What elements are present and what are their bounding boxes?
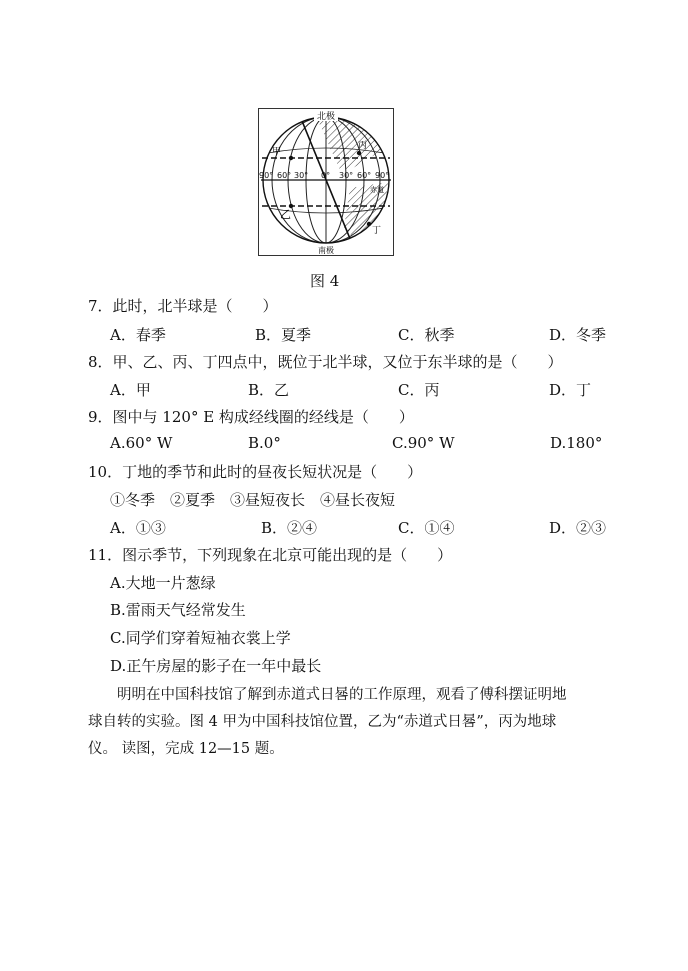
q11-option-b: B.雷雨天气经常发生: [110, 601, 246, 619]
q9-option-b: B.0°: [248, 434, 281, 452]
question-10-stem: 10．丁地的季节和此时的昼夜长短状况是（ ）: [88, 463, 423, 481]
passage: [88, 682, 608, 763]
lon-label: 60°: [277, 171, 292, 180]
passage-line-3: 仪。 读图，完成 12—15 题。: [88, 741, 284, 757]
q10-choices: ①冬季 ②夏季 ③昼短夜长 ④昼长夜短: [110, 491, 396, 509]
q8-option-b: B．乙: [248, 381, 290, 399]
question-7-stem: 7．此时，北半球是（ ）: [88, 297, 278, 315]
q11-option-d: D.正午房屋的影子在一年中最长: [110, 657, 322, 675]
q8-option-d: D．丁: [549, 381, 592, 399]
q8-option-c: C．丙: [398, 381, 440, 399]
q11-option-c: C.同学们穿着短袖衣裳上学: [110, 629, 291, 647]
q7-option-d: D．冬季: [549, 326, 607, 344]
passage-line-1: 明明在中国科技馆了解到赤道式日晷的工作原理，观看了傅科摆证明地: [88, 687, 567, 703]
q11-option-a: A.大地一片葱绿: [110, 574, 216, 592]
globe-figure: [258, 108, 394, 256]
equator-label: 赤道: [370, 186, 384, 194]
question-8-stem: 8．甲、乙、丙、丁四点中，既位于北半球，又位于东半球的是（ ）: [88, 353, 563, 371]
q7-option-b: B．夏季: [255, 326, 312, 344]
lon-label: 30°: [339, 171, 354, 180]
south-pole-label: 南极: [318, 246, 334, 255]
longitude-labels: [259, 171, 389, 180]
q9-option-c: C.90° W: [392, 434, 455, 452]
bing-label: 丙: [358, 141, 368, 151]
lon-label: 60°: [357, 171, 372, 180]
yi-label: 乙: [280, 208, 291, 221]
lon-label: 90°: [259, 171, 274, 180]
lon-label: 90°: [375, 171, 390, 180]
lon-label: 0°: [321, 171, 331, 180]
q7-option-a: A．春季: [110, 326, 166, 344]
globe-diagram: [258, 108, 394, 256]
north-pole-label: 北极: [316, 112, 336, 122]
q10-option-d: D．②③: [549, 519, 607, 537]
q9-option-a: A.60° W: [110, 434, 173, 452]
q8-option-a: A．甲: [110, 381, 151, 399]
q10-option-b: B．②④: [261, 519, 318, 537]
q7-option-c: C．秋季: [398, 326, 455, 344]
q10-option-a: A．①③: [110, 519, 166, 537]
lon-label: 30°: [294, 171, 309, 180]
jia-label: 甲: [272, 147, 282, 157]
passage-line-2: 球自转的实验。图 4 甲为中国科技馆位置，乙为“赤道式日晷”，丙为地球: [88, 714, 557, 730]
q10-option-c: C．①④: [398, 519, 455, 537]
ding-label: 丁: [372, 226, 382, 236]
question-9-stem: 9．图中与 120° E 构成经线圈的经线是（ ）: [88, 408, 414, 426]
q9-option-d: D.180°: [550, 434, 603, 452]
figure-caption: 图 4: [310, 272, 340, 290]
question-11-stem: 11．图示季节，下列现象在北京可能出现的是（ ）: [88, 546, 453, 564]
